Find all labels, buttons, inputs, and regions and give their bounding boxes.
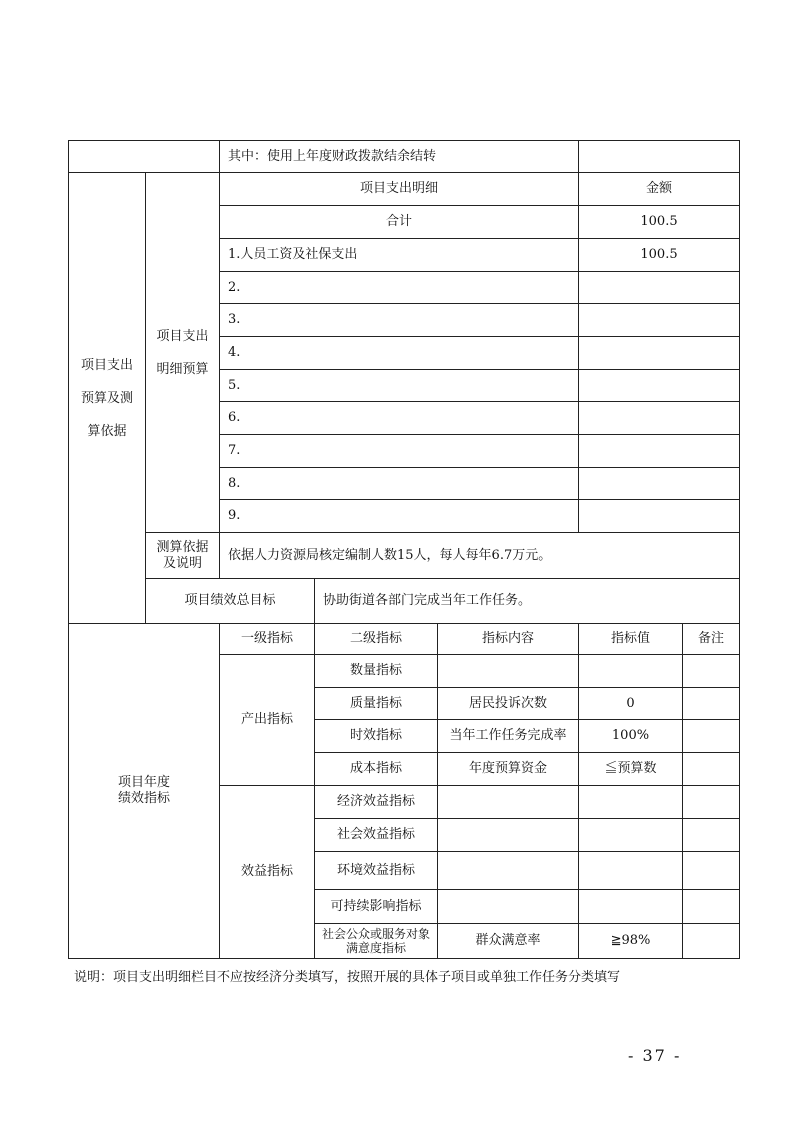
- carryover-label: 其中：使用上年度财政拨款结余结转: [220, 141, 579, 173]
- detail-item-value: [579, 500, 740, 533]
- detail-item-value: [579, 370, 740, 402]
- budget-section-line: 算依据: [87, 423, 127, 439]
- indicator-remark: [683, 786, 740, 819]
- header-level1: 一级指标: [220, 624, 315, 655]
- budget-detail-line: 项目支出: [156, 328, 209, 344]
- indicator-header-row: [69, 624, 740, 655]
- detail-header-item: 项目支出明细: [220, 173, 579, 206]
- basis-label-line: 及说明: [162, 555, 202, 571]
- total-label: 合计: [220, 206, 579, 239]
- indicator-content: 当年工作任务完成率: [438, 720, 579, 753]
- indicator-remark: [683, 924, 740, 959]
- output-indicator-label: 产出指标: [220, 655, 315, 786]
- detail-item-value: [579, 337, 740, 370]
- detail-item-label: 9.: [220, 500, 579, 533]
- page-number: - 37 -: [628, 1046, 682, 1065]
- header-level2: 二级指标: [315, 624, 438, 655]
- indicator-level2: 社会效益指标: [315, 819, 438, 852]
- budget-detail-line: 明细预算: [156, 361, 209, 377]
- basis-label-line: 测算依据: [156, 539, 209, 555]
- indicator-remark: [683, 655, 740, 688]
- indicator-level2: 经济效益指标: [315, 786, 438, 819]
- footnote: 说明：项目支出明细栏目不应按经济分类填写，按照开展的具体子项目或单独工作任务分类填写: [74, 970, 621, 985]
- indicator-remark: [683, 852, 740, 890]
- indicator-value: [579, 819, 683, 852]
- indicator-content: [438, 655, 579, 688]
- total-value: 100.5: [579, 206, 740, 239]
- basis-row: [69, 533, 740, 579]
- indicator-content: 群众满意率: [438, 924, 579, 959]
- detail-item-value: [579, 304, 740, 337]
- detail-item-label: 1.人员工资及社保支出: [220, 239, 579, 272]
- budget-section-label: [69, 173, 146, 624]
- indicator-content: [438, 786, 579, 819]
- indicator-level2: 成本指标: [315, 753, 438, 786]
- indicator-value: 100%: [579, 720, 683, 753]
- indicator-value: [579, 655, 683, 688]
- indicator-content: [438, 890, 579, 924]
- indicator-section-line: 项目年度: [117, 775, 170, 790]
- indicator-value: [579, 786, 683, 819]
- detail-item-label: 8.: [220, 468, 579, 500]
- indicator-value: [579, 852, 683, 890]
- indicator-remark: [683, 720, 740, 753]
- goal-row: [69, 579, 740, 624]
- detail-item-label: 5.: [220, 370, 579, 402]
- budget-detail-label: [146, 173, 220, 533]
- detail-item-value: [579, 468, 740, 500]
- indicator-level2: 质量指标: [315, 688, 438, 720]
- carryover-value: [579, 141, 740, 173]
- goal-label: 项目绩效总目标: [146, 579, 315, 624]
- indicator-level2: 数量指标: [315, 655, 438, 688]
- indicator-section-line: 绩效指标: [117, 791, 170, 806]
- detail-header-row: [69, 173, 740, 206]
- detail-item-value: 100.5: [579, 239, 740, 272]
- indicator-value: ≧98%: [579, 924, 683, 959]
- detail-item-label: 4.: [220, 337, 579, 370]
- budget-section-line: 预算及测: [80, 390, 133, 406]
- detail-item-value: [579, 435, 740, 468]
- budget-section-line: 项目支出: [80, 357, 133, 373]
- indicator-content: [438, 819, 579, 852]
- goal-text: 协助街道各部门完成当年工作任务。: [315, 579, 740, 624]
- indicator-level2: 可持续影响指标: [315, 890, 438, 924]
- detail-item-label: 6.: [220, 402, 579, 435]
- basis-text: 依据人力资源局核定编制人数15人，每人每年6.7万元。: [220, 533, 740, 579]
- indicator-content: 年度预算资金: [438, 753, 579, 786]
- indicator-content: 居民投诉次数: [438, 688, 579, 720]
- project-budget-table: [68, 140, 740, 959]
- indicator-remark: [683, 688, 740, 720]
- detail-item-value: [579, 402, 740, 435]
- header-content: 指标内容: [438, 624, 579, 655]
- indicator-remark: [683, 890, 740, 924]
- basis-label: [146, 533, 220, 579]
- carryover-blank-cell: [69, 141, 220, 173]
- indicator-value: [579, 890, 683, 924]
- benefit-indicator-label: 效益指标: [220, 786, 315, 959]
- detail-item-label: 2.: [220, 272, 579, 304]
- detail-item-label: 7.: [220, 435, 579, 468]
- indicator-remark: [683, 819, 740, 852]
- indicator-content: [438, 852, 579, 890]
- indicator-section-label: [69, 624, 220, 959]
- indicator-value: ≦预算数: [579, 753, 683, 786]
- indicator-level2: 时效指标: [315, 720, 438, 753]
- header-value: 指标值: [579, 624, 683, 655]
- indicator-level2: 环境效益指标: [315, 852, 438, 890]
- detail-item-label: 3.: [220, 304, 579, 337]
- indicator-remark: [683, 753, 740, 786]
- indicator-value: 0: [579, 688, 683, 720]
- detail-item-value: [579, 272, 740, 304]
- indicator-level2: 社会公众或服务对象满意度指标: [315, 924, 438, 959]
- header-remark: 备注: [683, 624, 740, 655]
- carryover-row: [69, 141, 740, 173]
- detail-header-amount: 金额: [579, 173, 740, 206]
